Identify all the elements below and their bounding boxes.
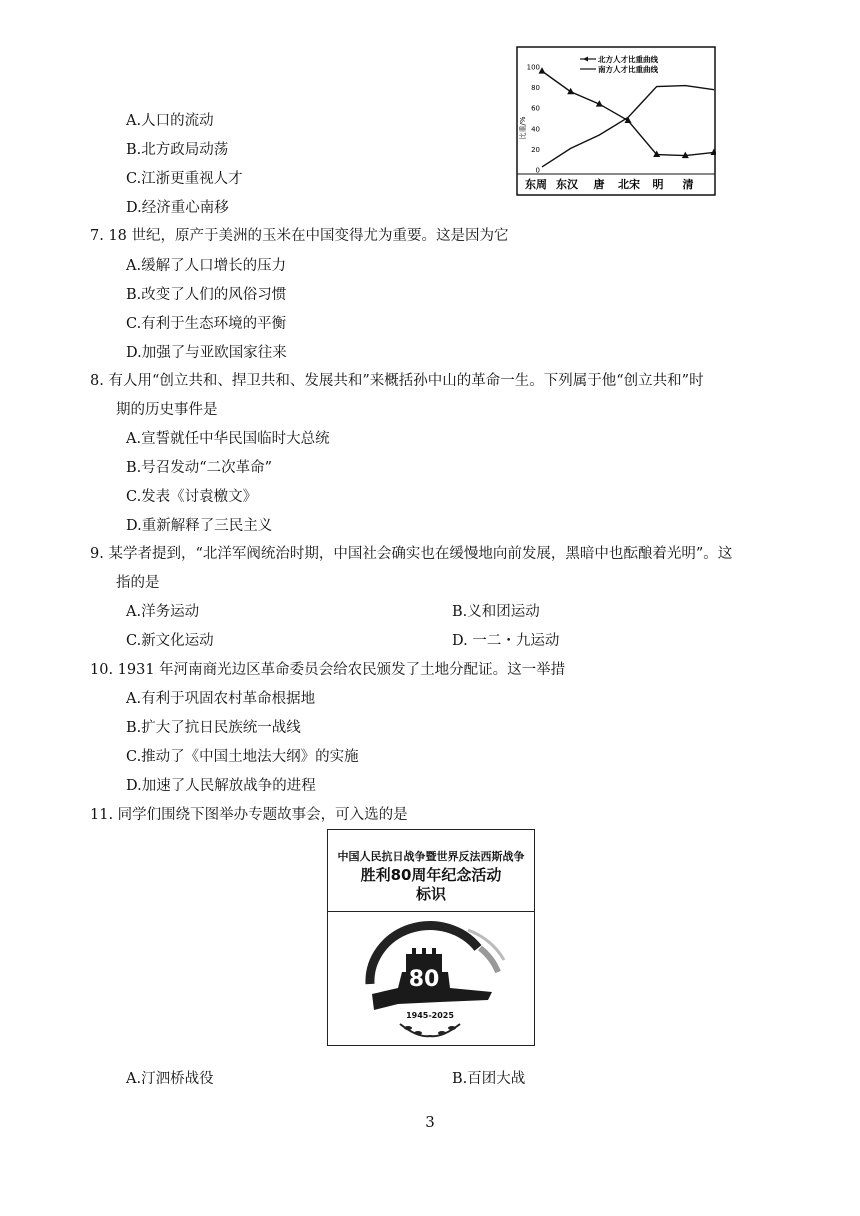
- x-tick-label: 唐: [593, 178, 605, 191]
- q8-option-d[interactable]: D.重新解释了三民主义: [126, 518, 273, 534]
- q6-option-d[interactable]: D.经济重心南移: [126, 200, 229, 216]
- q8-stem-line1: 8. 有人用“创立共和、捍卫共和、发展共和”来概括孙中山的革命一生。下列属于他“创立共和”时: [90, 373, 704, 389]
- q8-option-b[interactable]: B.号召发动“二次革命”: [126, 460, 273, 476]
- x-tick-label: 东周: [525, 178, 547, 191]
- emblem-number: 80: [408, 967, 440, 992]
- emblem-caption-line1: 中国人民抗日战争暨世界反法西斯战争: [337, 850, 525, 863]
- q9-option-c[interactable]: C.新文化运动: [126, 633, 214, 649]
- q10-option-b[interactable]: B.扩大了抗日民族统一战线: [126, 720, 301, 736]
- emblem-caption: [328, 830, 534, 912]
- x-tick-label: 北宋: [618, 178, 640, 191]
- anniversary-emblem-figure: [327, 829, 535, 1046]
- x-tick-label: 清: [682, 178, 694, 191]
- legend-south-label: 南方人才比重曲线: [598, 65, 658, 74]
- q9-option-d[interactable]: D. 一二・九运动: [452, 633, 560, 649]
- q6-option-a[interactable]: A.人口的流动: [126, 113, 214, 129]
- x-tick-label: 东汉: [556, 178, 578, 191]
- q7-option-a[interactable]: A.缓解了人口增长的压力: [126, 258, 287, 274]
- y-tick-label: 60: [531, 104, 540, 113]
- y-tick-label: 0: [535, 166, 540, 175]
- emblem-logo: [328, 912, 533, 1045]
- q9-option-b[interactable]: B.义和团运动: [452, 604, 540, 620]
- q10-option-d[interactable]: D.加速了人民解放战争的进程: [126, 778, 316, 794]
- y-tick-label: 40: [531, 125, 540, 134]
- q7-option-c[interactable]: C.有利于生态环境的平衡: [126, 316, 287, 332]
- y-tick-label: 20: [531, 145, 540, 154]
- q10-option-a[interactable]: A.有利于巩固农村革命根据地: [126, 691, 316, 707]
- q11-option-b[interactable]: B.百团大战: [452, 1071, 526, 1087]
- q7-stem: 7. 18 世纪，原产于美洲的玉米在中国变得尤为重要。这是因为它: [90, 228, 509, 244]
- q8-stem-line2: 期的历史事件是: [116, 402, 218, 418]
- q6-option-b[interactable]: B.北方政局动荡: [126, 142, 229, 158]
- y-tick-label: 100: [526, 63, 540, 72]
- x-tick-label: 明: [652, 178, 664, 191]
- y-axis-label: 比重/%: [519, 116, 527, 140]
- emblem-caption-line2: 胜利80周年纪念活动: [360, 866, 502, 884]
- y-tick-label: 80: [531, 84, 540, 93]
- q10-stem: 10. 1931 年河南商光边区革命委员会给农民颁发了土地分配证。这一举措: [90, 662, 566, 678]
- q9-stem-line1: 9. 某学者提到，“北洋军阀统治时期，中国社会确实也在缓慢地向前发展，黑暗中也酝酿着光明”。这: [90, 546, 733, 562]
- legend-north-label: 北方人才比重曲线: [598, 55, 658, 64]
- emblem-caption-line3: 标识: [415, 885, 446, 903]
- q10-option-c[interactable]: C.推动了《中国土地法大纲》的实施: [126, 749, 359, 765]
- q9-stem-line2: 指的是: [116, 575, 160, 591]
- laurel-icon: [400, 1024, 460, 1036]
- q11-option-a[interactable]: A.汀泗桥战役: [126, 1071, 214, 1087]
- q11-stem: 11. 同学们围绕下图举办专题故事会，可入选的是: [90, 807, 408, 823]
- talent-ratio-chart: [516, 46, 716, 196]
- page-number: 3: [425, 1113, 435, 1131]
- q7-option-b[interactable]: B.改变了人们的风俗习惯: [126, 287, 287, 303]
- q7-option-d[interactable]: D.加强了与亚欧国家往来: [126, 345, 287, 361]
- q8-option-c[interactable]: C.发表《讨袁檄文》: [126, 489, 258, 505]
- q9-option-a[interactable]: A.洋务运动: [126, 604, 200, 620]
- q8-option-a[interactable]: A.宣誓就任中华民国临时大总统: [126, 431, 330, 447]
- emblem-years: 1945-2025: [406, 1011, 454, 1020]
- emblem-arc-light: [480, 948, 498, 972]
- q6-option-c[interactable]: C.江浙更重视人才: [126, 171, 243, 187]
